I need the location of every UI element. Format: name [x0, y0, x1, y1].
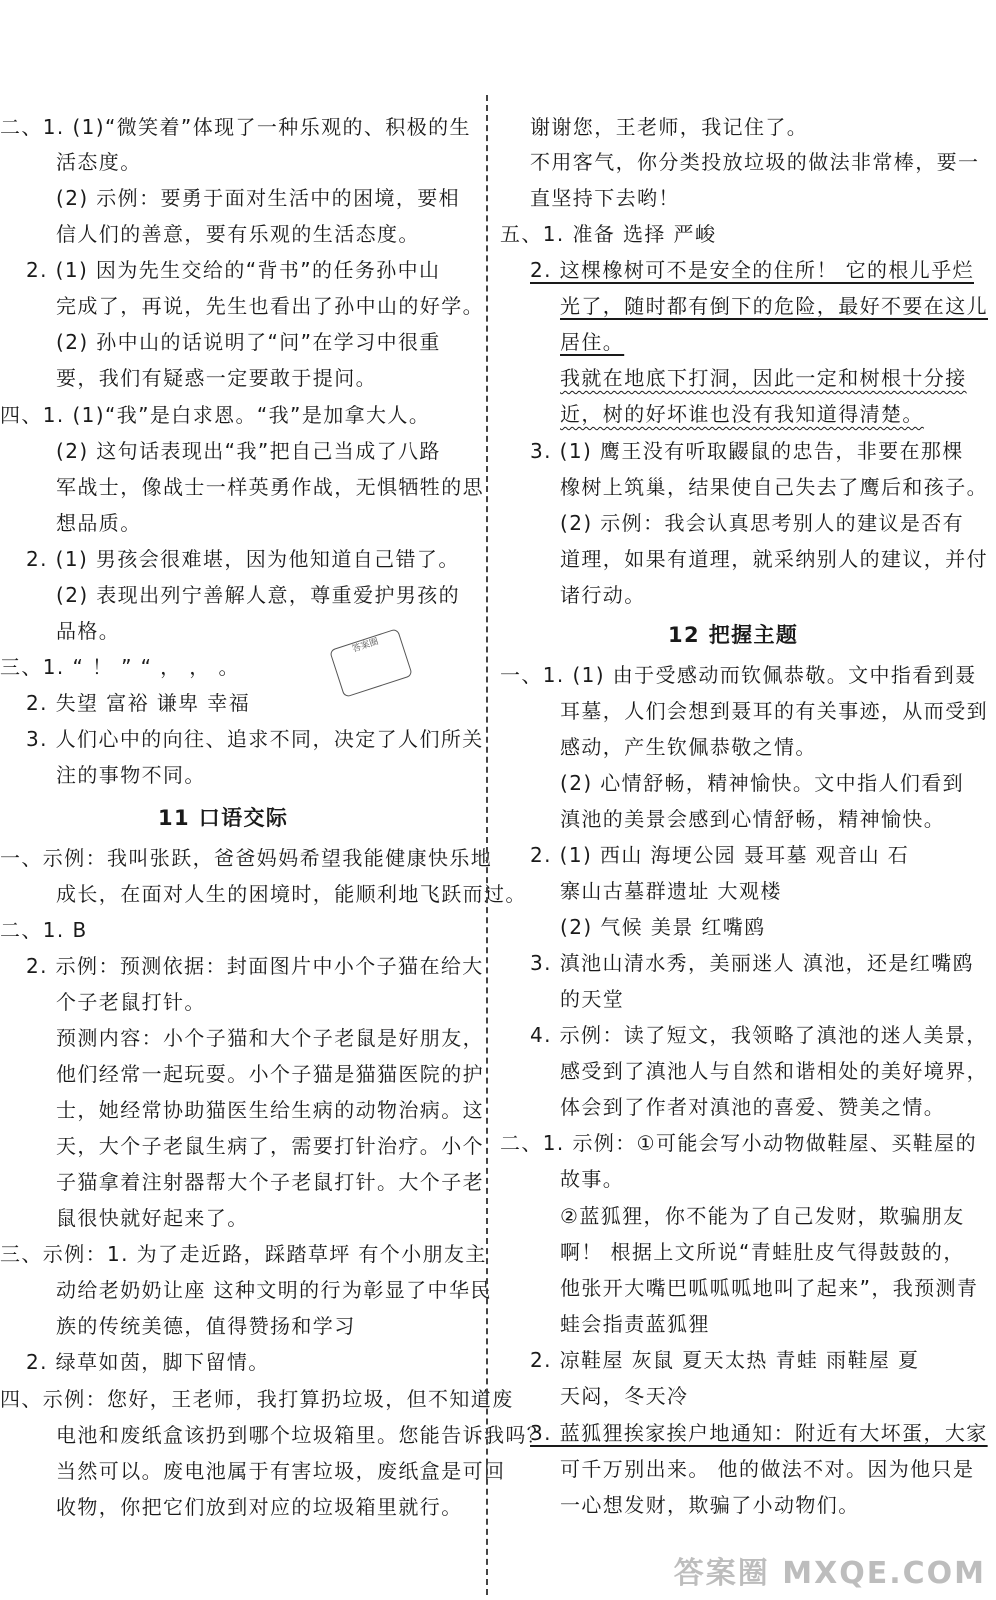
answer-line: (2) 表现出列宁善解人意，尊重爱护男孩的: [56, 583, 461, 607]
answer-line: 蛙会指责蓝狐狸: [560, 1312, 710, 1336]
answer-line: 四、示例：您好，王老师，我打算扔垃圾，但不知道废: [0, 1387, 514, 1411]
answer-line: 2. 这棵橡树可不是安全的住所！ 它的根儿乎烂: [530, 258, 974, 282]
answer-line: 想品质。: [56, 511, 142, 535]
answer-line: 3. (1) 鹰王没有听取鼹鼠的忠告，非要在那棵: [530, 439, 964, 463]
answer-line: 感动，产生钦佩恭敬之情。: [560, 735, 817, 759]
column-divider: [486, 95, 488, 1595]
answer-line: 个子老鼠打针。: [56, 990, 206, 1014]
answer-line: 近，树的好坏谁也没有我知道得清楚。: [560, 402, 924, 426]
answer-line: 2. 凉鞋屋 灰鼠 夏天太热 青蛙 雨鞋屋 夏: [530, 1348, 920, 1372]
answer-line: 2. (1) 男孩会很难堪，因为他知道自己错了。: [26, 547, 460, 571]
watermark: 答案圈 MXQE.COM: [673, 1556, 986, 1591]
answer-line: 天闷，冬天冷: [560, 1384, 689, 1408]
answer-line: 直坚持下去哟！: [530, 186, 680, 210]
answer-line: 4. 示例：读了短文，我领略了滇池的迷人美景，: [530, 1023, 988, 1047]
answer-line: 活态度。: [56, 150, 142, 174]
answer-line: 要，我们有疑惑一定要敢于提问。: [56, 366, 377, 390]
answer-line: 道理，如果有道理，就采纳别人的建议，并付: [560, 547, 988, 571]
answer-line: 二、1. B: [0, 918, 88, 942]
answer-line: 啊！ 根据上文所说“青蛙肚皮气得鼓鼓的，: [560, 1240, 965, 1264]
answer-line: 一心想发财，欺骗了小动物们。: [560, 1493, 860, 1517]
answer-line: ②蓝狐狸，你不能为了自己发财，欺骗朋友: [560, 1204, 965, 1228]
answer-line: 品格。: [56, 619, 121, 643]
answer-line: 五、1. 准备 选择 严峻: [500, 222, 717, 246]
answer-line: 动给老奶奶让座 这种文明的行为彰显了中华民: [56, 1278, 492, 1302]
answer-line: (2) 示例：我会认真思考别人的建议是否有: [560, 511, 965, 535]
answer-line: 滇池的美景会感到心情舒畅，精神愉快。: [560, 807, 946, 831]
answer-line: (2) 这句话表现出“我”把自己当成了八路: [56, 439, 441, 463]
answer-line: 一、示例：我叫张跃，爸爸妈妈希望我能健康快乐地: [0, 846, 493, 870]
answer-line: 体会到了作者对滇池的喜爱、赞美之情。: [560, 1095, 946, 1119]
answer-line: 子猫拿着注射器帮大个子老鼠打针。大个子老: [56, 1170, 484, 1194]
answer-line: 橡树上筑巢，结果使自己失去了鹰后和孩子。: [560, 475, 988, 499]
section-title: 12 把握主题: [668, 623, 799, 647]
stamp-text: 答案圈: [351, 636, 380, 655]
answer-line: 二、1. 示例：①可能会写小动物做鞋屋、买鞋屋的: [500, 1131, 977, 1155]
answer-line: 我就在地底下打洞，因此一定和树根十分接: [560, 366, 967, 390]
answer-line: 的天堂: [560, 987, 625, 1011]
answer-line: 谢谢您，王老师，我记住了。: [530, 115, 809, 139]
answer-line: 预测内容：小个子猫和大个子老鼠是好朋友，: [56, 1026, 484, 1050]
answer-line: 成长，在面对人生的困境时，能顺利地飞跃而过。: [56, 882, 527, 906]
answer-line: 2. 示例：预测依据：封面图片中小个子猫在给大: [26, 954, 484, 978]
answer-line: 四、1. (1)“我”是白求恩。“我”是加拿大人。: [0, 403, 431, 427]
answer-line: 军战士，像战士一样英勇作战，无惧牺牲的思: [56, 475, 484, 499]
answer-line: 2. 失望 富裕 谦卑 幸福: [26, 691, 251, 715]
answer-line: (2) 气候 美景 红嘴鸥: [560, 915, 766, 939]
answer-line: 他张开大嘴巴呱呱呱地叫了起来”，我预测青: [560, 1276, 979, 1300]
answer-line: 一、1. (1) 由于受感动而钦佩恭敬。文中指看到聂: [500, 663, 977, 687]
answer-line: (2) 示例：要勇于面对生活中的困境，要相: [56, 186, 461, 210]
answer-line: 士，她经常协助猫医生给生病的动物治病。这: [56, 1098, 484, 1122]
answer-line: 3. 滇池山清水秀，美丽迷人 滇池，还是红嘴鸥: [530, 951, 974, 975]
answer-line: 感受到了滇池人与自然和谐相处的美好境界，: [560, 1059, 988, 1083]
answer-line: 光了，随时都有倒下的危险，最好不要在这儿: [560, 294, 988, 318]
answer-line: 完成了，再说，先生也看出了孙中山的好学。: [56, 294, 484, 318]
answer-line: 天，大个子老鼠生病了，需要打针治疗。小个: [56, 1134, 484, 1158]
answer-line: 电池和废纸盒该扔到哪个垃圾箱里。您能告诉我吗？: [56, 1423, 549, 1447]
answer-line: 收物，你把它们放到对应的垃圾箱里就行。: [56, 1495, 463, 1519]
answer-line: 故事。: [560, 1167, 625, 1191]
answer-line: 2. (1) 西山 海埂公园 聂耳墓 观音山 石: [530, 843, 910, 867]
answer-line: 当然可以。废电池属于有害垃圾，废纸盒是可回: [56, 1459, 506, 1483]
answer-line: 可千万别出来。 他的做法不对。因为他只是: [560, 1457, 975, 1481]
answer-line: 注的事物不同。: [56, 763, 206, 787]
answer-line: 2. (1) 因为先生交给的“背书”的任务孙中山: [26, 258, 441, 282]
section-title: 11 口语交际: [158, 806, 289, 830]
answer-line: 族的传统美德，值得赞扬和学习: [56, 1314, 356, 1338]
answer-line: 3. 蓝狐狸挨家挨户地通知：附近有大坏蛋，大家: [530, 1421, 988, 1445]
answer-line: 耳墓，人们会想到聂耳的有关事迹，从而受到: [560, 699, 988, 723]
answer-line: 三、示例：1. 为了走近路，踩踏草坪 有个小朋友主: [0, 1242, 487, 1266]
answer-line: 二、1. (1)“微笑着”体现了一种乐观的、积极的生: [0, 115, 471, 139]
answer-line: 3. 人们心中的向往、追求不同，决定了人们所关: [26, 727, 484, 751]
answer-line: 2. 绿草如茵，脚下留情。: [26, 1350, 270, 1374]
answer-line: 居住。: [560, 330, 625, 354]
stamp-mark: [329, 628, 413, 698]
answer-line: 鼠很快就好起来了。: [56, 1206, 249, 1230]
answer-line: (2) 孙中山的话说明了“问”在学习中很重: [56, 330, 441, 354]
answer-line: 他们经常一起玩耍。小个子猫是猫猫医院的护: [56, 1062, 484, 1086]
answer-line: (2) 心情舒畅，精神愉快。文中指人们看到: [560, 771, 965, 795]
answer-line: 诸行动。: [560, 583, 646, 607]
answer-line: 信人们的善意，要有乐观的生活态度。: [56, 222, 420, 246]
answer-line: 寨山古墓群遗址 大观楼: [560, 879, 782, 903]
answer-line: 不用客气，你分类投放垃圾的做法非常棒，要一: [530, 150, 980, 174]
answer-line: 三、1. “ ！ ” “ ， ， 。: [0, 655, 240, 679]
